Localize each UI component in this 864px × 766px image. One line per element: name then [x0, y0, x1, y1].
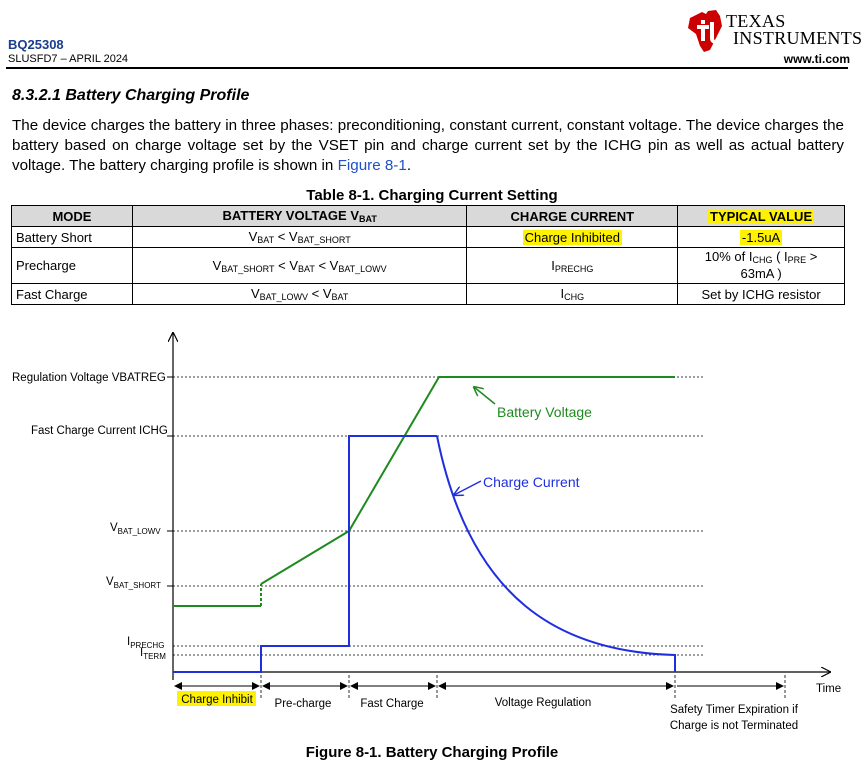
charging-current-table — [11, 205, 845, 305]
cell-current: $I_{PRECHG}$ — [467, 248, 678, 284]
table-row — [12, 248, 845, 284]
timer-note-line2: Charge is not Terminated — [669, 720, 799, 732]
cell-current — [467, 227, 678, 248]
figure-caption: Figure 8-1. Battery Charging Profile — [305, 744, 559, 761]
label-iprechg: $I_{PRECHG}$ — [127, 636, 165, 650]
charge-current-curve — [173, 436, 437, 672]
cell-typical — [678, 227, 845, 248]
cell-current: $I_{CHG}$ — [467, 284, 678, 305]
table-row — [12, 227, 845, 248]
label-iterm: $I_{TERM}$ — [140, 647, 166, 661]
cell-typical: Set by ICHG resistor — [678, 284, 845, 305]
series-label-battery-voltage: Battery Voltage — [497, 404, 592, 420]
doc-id: BQ25308 — [8, 37, 64, 52]
table-caption: Table 8-1. Charging Current Setting — [306, 187, 558, 204]
table-row — [12, 284, 845, 305]
cell-mode: Precharge — [12, 248, 133, 284]
series-label-charge-current: Charge Current — [483, 474, 580, 490]
cell-voltage: $V_{BAT\_LOWV} < V_{BAT}$ — [132, 284, 467, 305]
phase-label-regulation: Voltage Regulation — [494, 697, 592, 709]
company-name-line1: TEXAS — [726, 11, 786, 31]
y-ticks — [167, 377, 173, 586]
ti-logo-icon — [686, 8, 726, 56]
charge-current-taper — [437, 436, 675, 672]
paragraph-text: The device charges the battery in three phases: preconditioning, constant current, constant voltage. The device charges the battery based on charge voltage set by the VSET pin and charge current set by the ICHG pin as well as actual battery voltage. The battery charging profile is shown in — [12, 117, 844, 174]
section-title: 8.3.2.1 Battery Charging Profile — [12, 87, 250, 104]
cell-voltage: $V_{BAT} < V_{BAT\_SHORT}$ — [132, 227, 467, 248]
website-link[interactable]: www.ti.com — [783, 52, 850, 66]
cell-typical: 10% of $I_{CHG}$ ( $I_{PRE}$ > 63mA ) — [678, 248, 845, 284]
label-vbatreg: Regulation Voltage VBATREG — [12, 372, 166, 384]
header-mode: MODE — [12, 206, 133, 227]
table-header-row — [12, 206, 845, 227]
charging-profile-diagram — [0, 320, 864, 740]
highlighted-typical: -1.5uA — [741, 229, 781, 245]
phase-label-fast: Fast Charge — [360, 698, 424, 710]
highlighted-header: TYPICAL VALUE — [710, 208, 813, 224]
figure-link[interactable]: Figure 8-1 — [337, 157, 407, 174]
charge-current-pointer — [454, 481, 481, 495]
cell-mode: Battery Short — [12, 227, 133, 248]
doc-literature-number: SLUSFD7 – APRIL 2024 — [8, 53, 129, 65]
level-gridlines — [173, 377, 705, 655]
paragraph-end: . — [406, 157, 412, 174]
phase-label-inhibit: Charge Inhibit — [181, 694, 253, 706]
company-name-line2: INSTRUMENTS — [733, 28, 863, 48]
highlighted-current: Charge Inhibited — [524, 229, 620, 245]
header-current: CHARGE CURRENT — [467, 206, 678, 227]
label-ichg: Fast Charge Current ICHG — [31, 425, 168, 437]
label-vbat-short: $V_{BAT\_SHORT}$ — [106, 576, 161, 590]
cell-voltage: $V_{BAT\_SHORT} < V_{BAT} < V_{BAT\_LOWV}$ — [132, 248, 467, 284]
phase-label-precharge: Pre-charge — [274, 698, 332, 710]
timer-note-line1: Safety Timer Expiration if — [670, 704, 798, 716]
header-typical — [678, 206, 845, 227]
label-vbat-lowv: $V_{BAT\_LOWV}$ — [110, 522, 161, 536]
section-paragraph — [12, 116, 844, 176]
cell-mode: Fast Charge — [12, 284, 133, 305]
header-divider — [6, 67, 848, 69]
battery-voltage-ramp — [261, 377, 675, 584]
x-axis-label: Time — [816, 683, 842, 695]
battery-voltage-pointer — [474, 387, 495, 404]
header-voltage: BATTERY VOLTAGE $V_{BAT}$ — [132, 206, 467, 227]
